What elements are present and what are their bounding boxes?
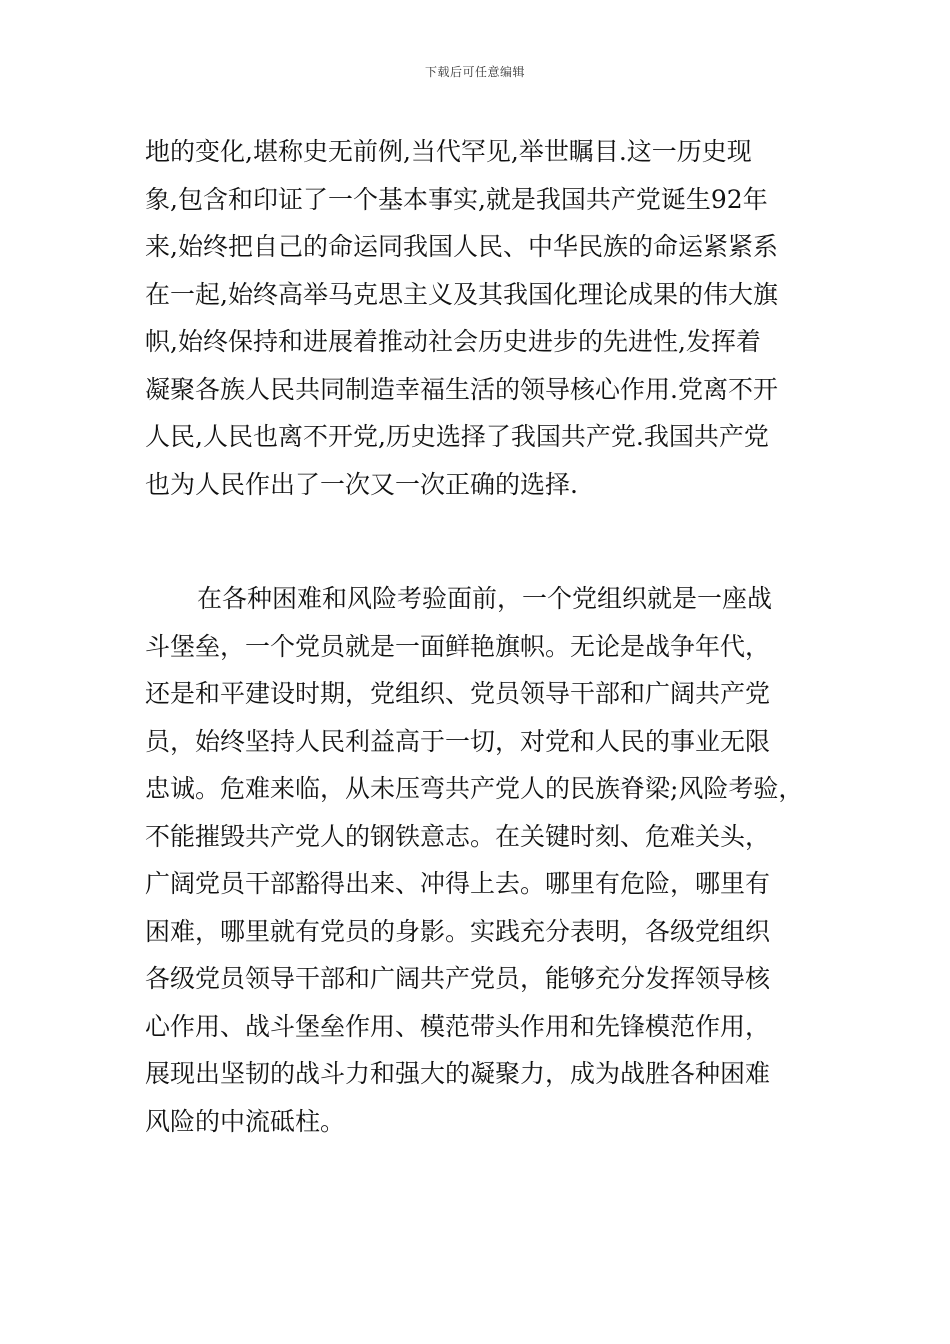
text-line-indented: 在各种困难和风险考验面前，一个党组织就是一座战 [197, 584, 773, 613]
text-line: 斗堡垒，一个党员就是一面鲜艳旗帜。无论是战争年代， [145, 631, 771, 661]
text-line: 展现出坚韧的战斗力和强大的凝聚力，成为战胜各种困难 [145, 1059, 771, 1088]
body-paragraph-1 [145, 128, 815, 508]
body-paragraph-2 [145, 575, 815, 1145]
text-line: 心作用、战斗堡垒作用、模范带头作用和先锋模范作用， [145, 1011, 771, 1041]
text-line: 在一起,始终高举马克思主义及其我国化理论成果的伟大旗 [145, 279, 778, 309]
text-line: 人民,人民也离不开党,历史选择了我国共产党.我国共产党 [145, 422, 769, 451]
text-line: 凝聚各族人民共同制造幸福生活的领导核心作用.党离不开 [145, 374, 778, 404]
text-line: 地的变化,堪称史无前例,当代罕见,举世瞩目.这一历史现 [145, 137, 752, 166]
text-line: 困难，哪里就有党员的身影。实践充分表明，各级党组织 [145, 916, 771, 946]
text-line: 各级党员领导干部和广阔共产党员，能够充分发挥领导核 [145, 964, 771, 993]
text-line: 风险的中流砥柱。 [145, 1106, 346, 1136]
text-line: 员，始终坚持人民利益高于一切，对党和人民的事业无限 [145, 726, 771, 756]
text-line: 帜,始终保持和进展着推动社会历史进步的先进性,发挥着 [145, 327, 761, 356]
text-line: 来,始终把自己的命运同我国人民、中华民族的命运紧紧系 [145, 232, 778, 261]
text-line: 不能摧毁共产党人的钢铁意志。在关键时刻、危难关头， [145, 821, 771, 851]
text-line: 也为人民作出了一次又一次正确的选择. [145, 469, 578, 499]
text-line: 还是和平建设时期，党组织、党员领导干部和广阔共产党 [145, 679, 771, 708]
text-line: 象,包含和印证了一个基本事实,就是我国共产党诞生92年 [145, 184, 768, 214]
page-header: 下载后可任意编辑 [424, 65, 525, 79]
text-line: 忠诚。危难来临，从未压弯共产党人的民族脊梁;风险考验， [145, 774, 804, 803]
text-line: 广阔党员干部豁得出来、冲得上去。哪里有危险，哪里有 [145, 869, 771, 898]
